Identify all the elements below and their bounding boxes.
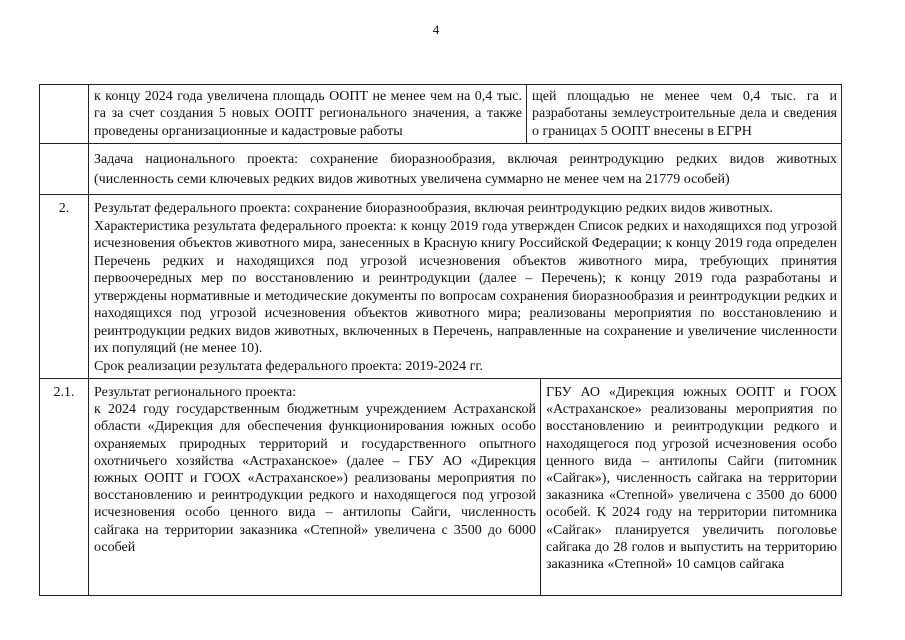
row-number: 2.1. <box>40 379 89 595</box>
federal-result-term: Срок реализации результата федерального проекта: 2019-2024 гг. <box>94 358 484 374</box>
row-number <box>40 144 89 194</box>
table-row <box>40 195 841 379</box>
project-table <box>39 84 842 596</box>
regional-result-text: к 2024 году государственным бюджетным учреждением Астраханской области «Дирекция для обеспечения функционирования южных особо охраняемых природных территорий и государственного опытного охотничьего хозяйства «Астраханское» (далее – ГБУ АО «Дирекция южных ООПТ и ГООХ «Астраханское») реализованы мероприятия по восстановлению и реинтродукции редкого и находящегося под угрозой исчезновения особо ценного вида – антилопы Сайги, численность сайгака на территории заказника «Степной» увеличена с 3500 до 6000 особей <box>94 402 536 555</box>
table-row <box>40 144 841 195</box>
federal-result-characteristic: Характеристика результата федерального проекта: к концу 2019 года утвержден Список редких и находящихся под угрозой исчезновения объектов животного мира, занесенных в Красную книгу Российской Федерации; к концу 2019 года определен Перечень редких и находящихся под угрозой исчезновения объектов животного мира, требующих принятия первоочередных мер по восстановлению и реинтродукции (далее – Перечень); к концу 2019 года разработаны и утверждены нормативные и методические документы по вопросам сохранения биоразнообразия и реинтродукции редких и находящихся под угрозой исчезновения объектов животного мира; реализованы мероприятия по восстановлению и реинтродукции редких видов животных, включенных в Перечень, направленные на сохранение и увеличение численности их популяций (не менее 10). <box>94 218 837 356</box>
table-row <box>40 379 841 595</box>
row-right-text: щей площадью не менее чем 0,4 тыс. га и разработаны землеустроительные дела и сведения о границах 5 ООПТ внесены в ЕГРН <box>532 89 837 139</box>
regional-result-outcome-cell <box>541 379 841 595</box>
regional-result-title: Результат регионального проекта: <box>94 385 297 400</box>
row-left-text: к концу 2024 года увеличена площадь ООПТ не менее чем на 0,4 тыс. га за счет создания 5 новых ООПТ регионального значения, а также проведены организационные и кадастровые работы <box>94 89 522 139</box>
regional-result-outcome-text: ГБУ АО «Дирекция южных ООПТ и ГООХ «Астраханское» реализованы мероприятия по восстановлению и реинтродукции редкого и находящегося под угрозой исчезновения особо ценного вида – антилопы Сайги (питомник «Сайгак»), численность сайгака на территории заказника «Степной» увеличена с 3500 до 6000 особей. К 2024 году на территории питомника «Сайгак» планируется увеличить поголовье сайгака до 28 голов и выпустить на территорию заказника «Степной» 10 самцов сайгака <box>546 385 837 573</box>
row-right-cell <box>527 85 841 143</box>
federal-result-cell <box>89 195 841 378</box>
task-text: Задача национального проекта: сохранение биоразнообразия, включая реинтродукцию редких видов животных (численность семи ключевых редких видов животных увеличена суммарно не менее чем на 21779 особей) <box>94 152 837 187</box>
row-number <box>40 85 89 143</box>
federal-result-title: Результат федерального проекта: сохранение биоразнообразия, включая реинтродукцию редких видов животных. <box>94 201 774 216</box>
task-cell <box>89 144 841 194</box>
row-number: 2. <box>40 195 89 378</box>
page-number: 4 <box>432 22 440 37</box>
regional-result-cell <box>89 379 541 595</box>
row-left-cell <box>89 85 527 143</box>
table-row <box>40 85 841 144</box>
